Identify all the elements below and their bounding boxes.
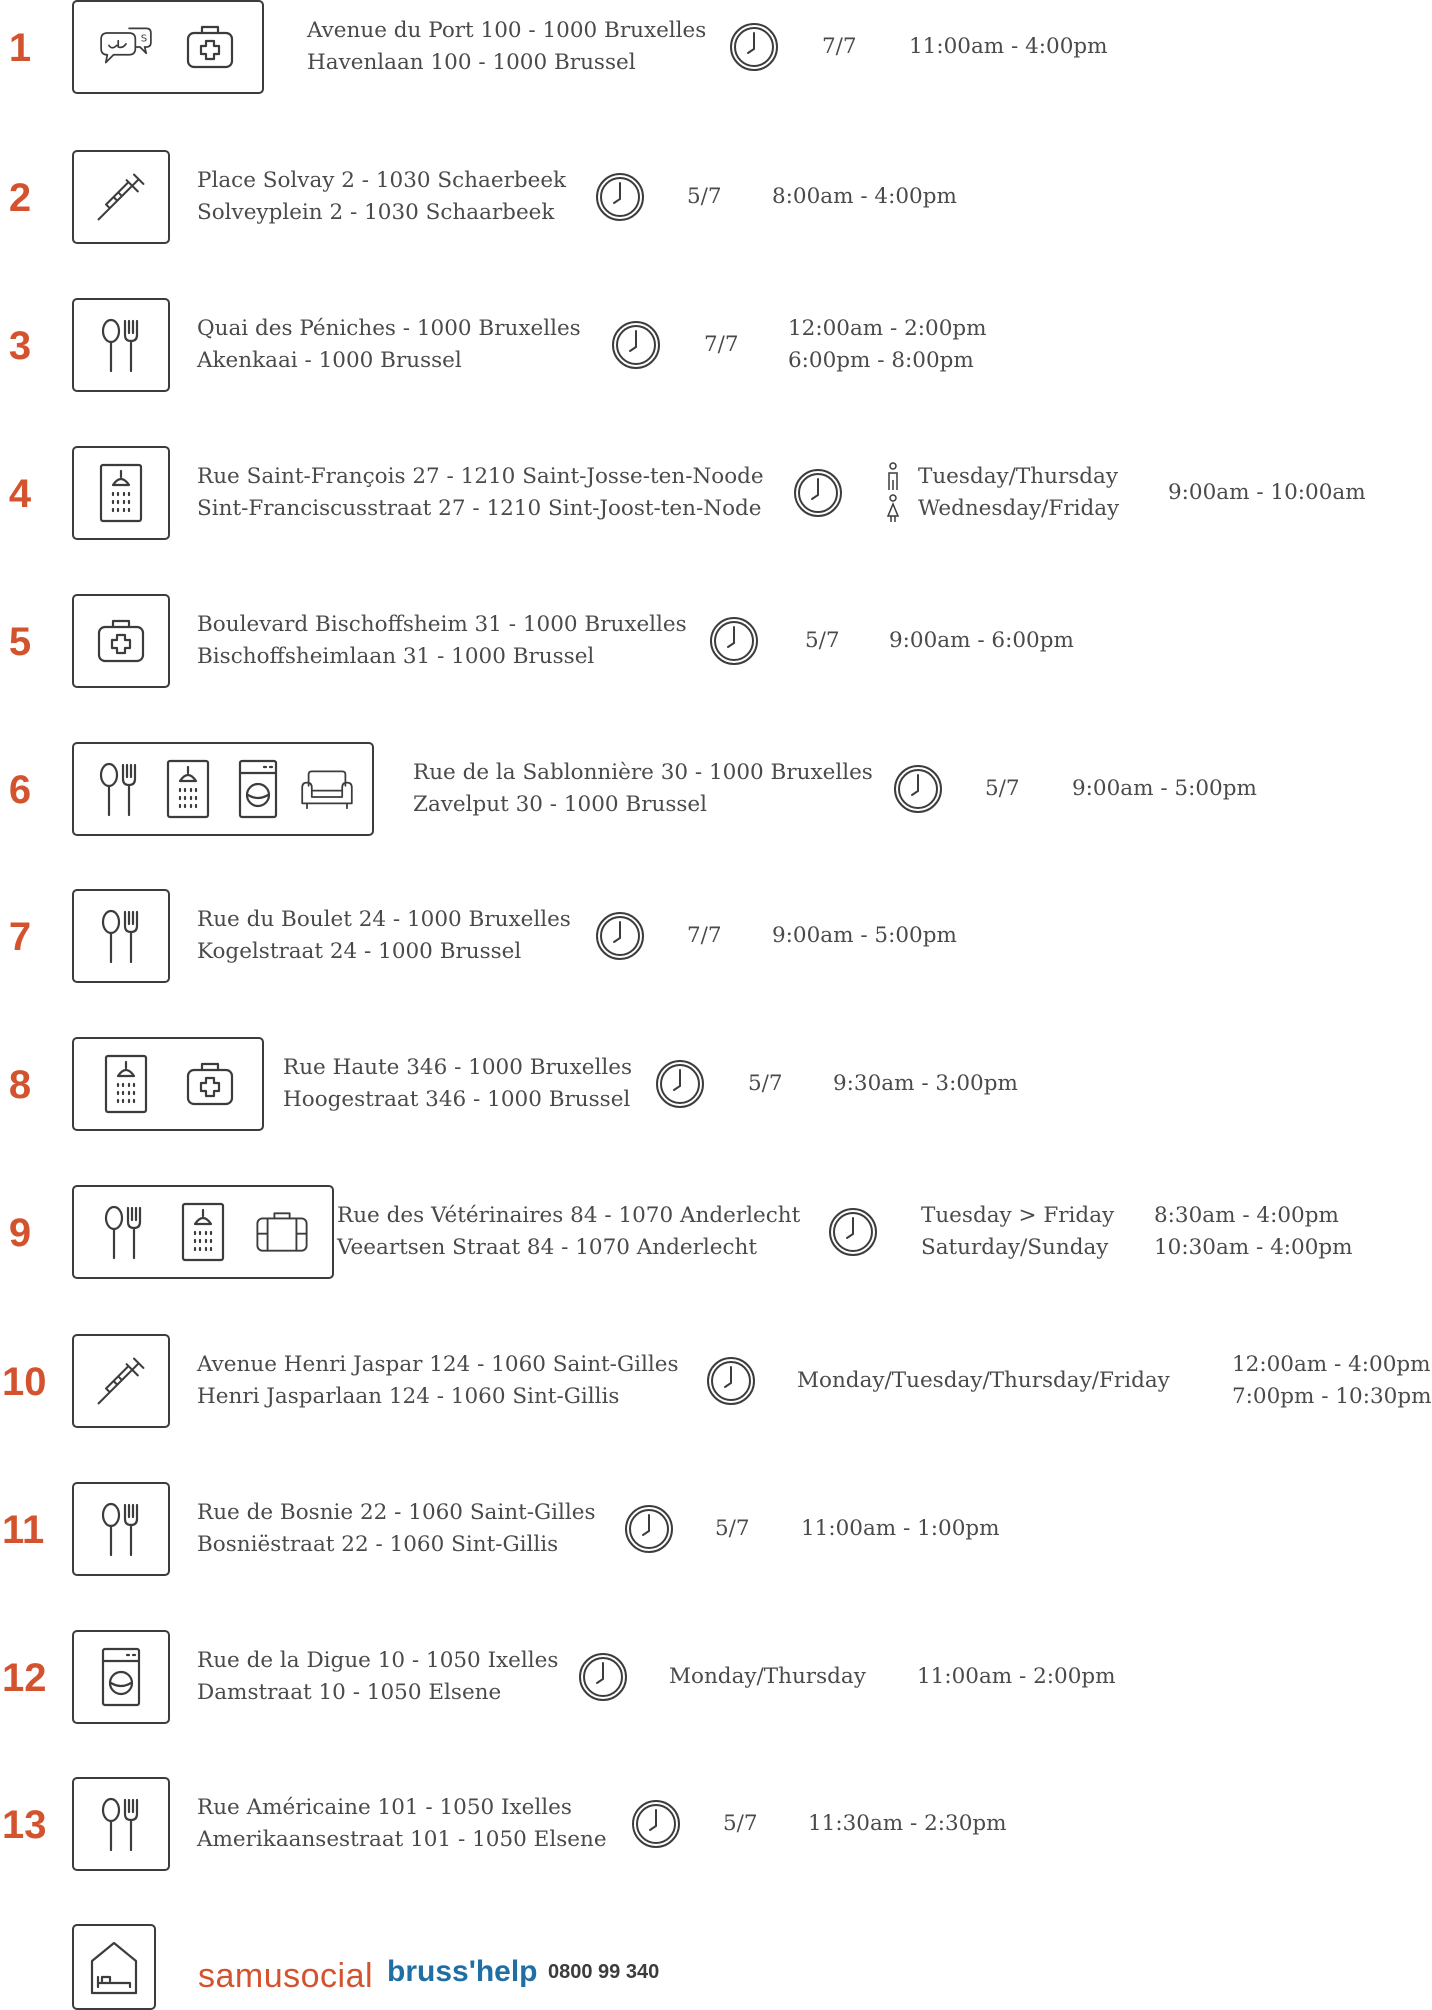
opening-hours-line: 7:00pm - 10:30pm [1232,1384,1432,1409]
entry-number: 11 [2,1508,45,1552]
service-icons-box [72,889,170,983]
opening-days-line: 5/7 [748,1071,783,1096]
opening-hours [917,1661,1116,1693]
entry-number: 5 [8,620,32,664]
opening-days-line: 5/7 [985,776,1020,801]
service-icons-box [72,1185,334,1279]
shower-icon [175,1200,231,1264]
opening-days-line: 7/7 [704,332,739,357]
opening-hours [1168,477,1366,509]
address-line: Zavelput 30 - 1000 Brussel [413,792,708,817]
service-icons-box [72,1777,170,1871]
spoon-fork-icon [93,1792,149,1856]
opening-days-line: Monday/Tuesday/Thursday/Friday [797,1368,1170,1393]
entry-number: 7 [8,915,32,959]
shower-icon [98,1052,154,1116]
address-line: Place Solvay 2 - 1030 Schaerbeek [197,168,567,193]
opening-days-line: 5/7 [805,628,840,653]
address-line: Quai des Péniches - 1000 Bruxelles [197,316,581,341]
address-line: Kogelstraat 24 - 1000 Brussel [197,939,522,964]
entry-number: 8 [8,1063,32,1107]
address-line: Rue Haute 346 - 1000 Bruxelles [283,1055,633,1080]
address [413,757,873,821]
service-icons-box [72,446,170,540]
opening-hours-line: 8:30am - 4:00pm [1154,1203,1339,1228]
entry-number: 4 [8,472,32,516]
opening-days [805,625,840,657]
clock-icon [610,319,662,371]
opening-days-line: Wednesday/Friday [918,496,1120,521]
address [197,904,571,968]
address [197,461,764,525]
clock-icon [594,910,646,962]
opening-days-line: 5/7 [715,1516,750,1541]
opening-hours-line: 9:00am - 5:00pm [1072,776,1257,801]
opening-hours-line: 6:00pm - 8:00pm [788,348,974,373]
night-shelter-icon [86,1937,142,1997]
spoon-fork-icon [93,904,149,968]
opening-days-line: 5/7 [723,1811,758,1836]
shower-icon [93,461,149,525]
opening-hours [1072,773,1257,805]
address [197,1792,607,1856]
address-line: Boulevard Bischoffsheim 31 - 1000 Bruxelles [197,612,687,637]
opening-days-line: Saturday/Sunday [921,1235,1109,1260]
opening-days-line: 5/7 [687,184,722,209]
service-icons-box [72,1037,264,1131]
opening-days [723,1808,758,1840]
opening-days-line: Monday/Thursday [669,1664,866,1689]
opening-days [748,1068,783,1100]
service-icons-box [72,1334,170,1428]
opening-days [918,461,1119,525]
entry-number: 12 [2,1656,47,1700]
opening-days-line: Tuesday > Friday [921,1203,1115,1228]
opening-hours-line: 12:00am - 2:00pm [788,316,987,341]
woman-icon [886,494,900,534]
clock-icon [827,1206,879,1258]
opening-hours [772,181,957,213]
service-icons-box [72,742,374,836]
shower-icon [160,757,216,821]
entry-number: 9 [8,1211,32,1255]
service-icons-box [72,1630,170,1724]
opening-days [985,773,1020,805]
address-line: Rue des Vétérinaires 84 - 1070 Anderlecht [337,1203,801,1228]
first-aid-kit-icon [93,609,149,673]
night-shelter-icon-box [72,1924,156,2010]
entry-number: 2 [8,176,32,220]
entry-number: 13 [2,1803,47,1847]
opening-hours [1232,1349,1431,1413]
opening-hours [801,1513,1000,1545]
opening-hours [1154,1200,1353,1264]
clock-icon [892,763,944,815]
opening-days [669,1661,866,1693]
opening-days-line: 7/7 [822,34,857,59]
address-line: Veeartsen Straat 84 - 1070 Anderlecht [337,1235,758,1260]
opening-hours-line: 11:00am - 4:00pm [909,34,1108,59]
clock-icon [594,171,646,223]
service-icons-box [72,594,170,688]
opening-hours [808,1808,1007,1840]
address [283,1052,632,1116]
opening-hours-line: 12:00am - 4:00pm [1232,1352,1431,1377]
address-line: Avenue du Port 100 - 1000 Bruxelles [307,18,707,43]
opening-hours [772,920,957,952]
address-line: Henri Jasparlaan 124 - 1060 Sint-Gillis [197,1384,620,1409]
address-line: Amerikaansestraat 101 - 1050 Elsene [197,1827,607,1852]
address-line: Rue du Boulet 24 - 1000 Bruxelles [197,907,571,932]
opening-hours-line: 11:30am - 2:30pm [808,1811,1007,1836]
address [197,165,566,229]
opening-days [715,1513,750,1545]
syringe-icon [93,165,149,229]
opening-hours-line: 11:00am - 1:00pm [801,1516,1000,1541]
service-icons-box [72,1482,170,1576]
opening-hours-line: 9:30am - 3:00pm [833,1071,1018,1096]
address-line: Rue Saint-François 27 - 1210 Saint-Josse-ten-Noode [197,464,764,489]
address-line: Solveyplein 2 - 1030 Schaarbeek [197,200,555,225]
address-line: Akenkaai - 1000 Brussel [197,348,462,373]
address-line: Bosniëstraat 22 - 1060 Sint-Gillis [197,1532,559,1557]
address-line: Hoogestraat 346 - 1000 Brussel [283,1087,631,1112]
opening-hours-line: 10:30am - 4:00pm [1154,1235,1353,1260]
clock-icon [654,1058,706,1110]
washing-machine-icon [93,1645,149,1709]
opening-hours-line: 8:00am - 4:00pm [772,184,957,209]
spoon-fork-icon [91,757,147,821]
samusocial-logo[interactable]: samusocial [198,1957,374,1995]
opening-hours [788,313,987,377]
opening-days [704,329,739,361]
address-line: Rue de la Sablonnière 30 - 1000 Bruxelles [413,760,873,785]
address-line: Avenue Henri Jaspar 124 - 1060 Saint-Gilles [197,1352,679,1377]
entry-number: 6 [8,768,32,812]
address [197,1645,558,1709]
brusshelp-logo[interactable]: bruss'help [387,1955,538,1988]
entry-number: 1 [8,26,32,70]
luggage-icon [254,1200,310,1264]
clock-icon [792,467,844,519]
address [197,313,581,377]
opening-hours [889,625,1074,657]
opening-days [921,1200,1114,1264]
address-line: Bischoffsheimlaan 31 - 1000 Brussel [197,644,595,669]
first-aid-kit-icon [182,1052,238,1116]
address [197,1349,679,1413]
opening-days [687,181,722,213]
address-line: Rue de Bosnie 22 - 1060 Saint-Gilles [197,1500,596,1525]
address [197,1497,596,1561]
spoon-fork-icon [93,1497,149,1561]
phone-number[interactable]: 0800 99 340 [548,1961,660,1983]
washing-machine-icon [230,757,286,821]
clock-icon [705,1355,757,1407]
spoon-fork-icon [96,1200,152,1264]
opening-days [687,920,722,952]
opening-days [797,1365,1170,1397]
address-line: Damstraat 10 - 1050 Elsene [197,1680,502,1705]
service-icons-box [72,298,170,392]
service-icons-box [72,150,170,244]
address [197,609,687,673]
entry-number: 10 [2,1360,47,1404]
address [337,1200,800,1264]
address-line: Havenlaan 100 - 1000 Brussel [307,50,636,75]
entry-number: 3 [8,324,32,368]
opening-hours-line: 9:00am - 5:00pm [772,923,957,948]
opening-hours [833,1068,1018,1100]
opening-days-line: 7/7 [687,923,722,948]
spoon-fork-icon [93,313,149,377]
clock-icon [630,1798,682,1850]
sofa-icon [299,757,355,821]
address-line: Sint-Franciscusstraat 27 - 1210 Sint-Joost-ten-Node [197,496,762,521]
clock-icon [577,1651,629,1703]
syringe-icon [93,1349,149,1413]
opening-hours-line: 9:00am - 10:00am [1168,480,1366,505]
clock-icon [708,615,760,667]
opening-days-line: Tuesday/Thursday [918,464,1118,489]
opening-hours-line: 11:00am - 2:00pm [917,1664,1116,1689]
address-line: Rue de la Digue 10 - 1050 Ixelles [197,1648,559,1673]
address-line: Rue Américaine 101 - 1050 Ixelles [197,1795,572,1820]
opening-hours-line: 9:00am - 6:00pm [889,628,1074,653]
clock-icon [623,1503,675,1555]
svg-text:S: S [140,33,148,45]
